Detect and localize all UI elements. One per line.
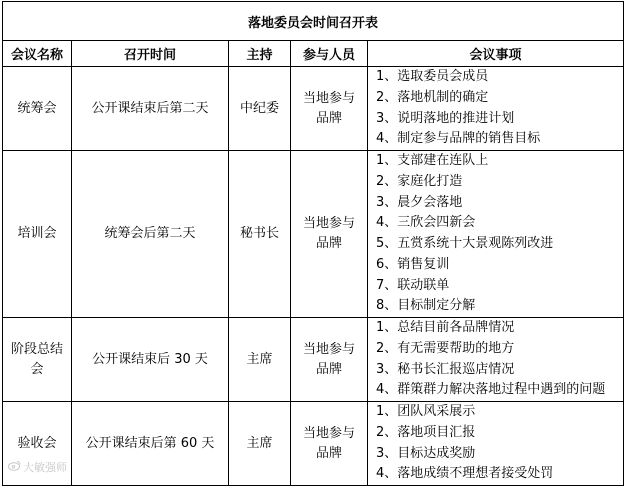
agenda-cell — [368, 151, 624, 318]
header-participants: 参与人员 — [291, 41, 368, 67]
header-row — [3, 41, 624, 67]
agenda-item: 3、晨夕会落地 — [376, 194, 463, 210]
meeting-time: 统筹会后第二天 — [72, 151, 229, 318]
agenda-item: 3、秘书长汇报巡店情况 — [376, 361, 515, 377]
watermark — [8, 459, 67, 475]
meeting-time: 公开课结束后第二天 — [72, 67, 229, 151]
agenda-item: 1、团队风采展示 — [376, 404, 476, 419]
meeting-schedule-table — [2, 1, 624, 486]
meeting-name: 阶段总结会 — [3, 318, 72, 402]
header-meeting-name: 会议名称 — [3, 41, 72, 67]
meeting-host: 秘书长 — [229, 151, 291, 318]
meeting-name: 验收会 — [3, 402, 72, 486]
header-host: 主持 — [229, 41, 291, 67]
agenda-item: 2、落地项目汇报 — [376, 424, 476, 440]
agenda-item: 4、群策群力解决落地过程中遇到的问题 — [376, 382, 606, 398]
agenda-item: 2、落地机制的确定 — [376, 89, 489, 105]
agenda-item: 3、说明落地的推进计划 — [376, 110, 515, 126]
table-row — [3, 402, 624, 486]
agenda-cell — [368, 318, 624, 402]
agenda-cell — [368, 67, 624, 151]
meeting-participants: 当地参与品牌 — [291, 151, 368, 318]
agenda-item: 2、有无需要帮助的地方 — [376, 340, 515, 356]
agenda-cell — [368, 402, 624, 486]
weibo-icon — [8, 460, 21, 474]
watermark-text: 大敏强师 — [23, 461, 67, 474]
header-agenda: 会议事项 — [368, 41, 624, 67]
table-row — [3, 67, 624, 151]
agenda-item: 1、选取委员会成员 — [376, 69, 489, 84]
meeting-time: 公开课结束后 30 天 — [72, 318, 229, 402]
meeting-host: 主席 — [229, 318, 291, 402]
agenda-item: 4、三欣会四新会 — [376, 215, 476, 231]
agenda-item: 4、落地成绩不理想者接受处罚 — [376, 466, 554, 482]
header-time: 召开时间 — [72, 41, 229, 67]
meeting-time: 公开课结束后第 60 天 — [72, 402, 229, 486]
agenda-item: 4、制定参与品牌的销售目标 — [376, 131, 541, 147]
agenda-item: 2、家庭化打造 — [376, 173, 463, 189]
meeting-participants: 当地参与品牌 — [291, 67, 368, 151]
table-row — [3, 318, 624, 402]
agenda-item: 3、目标达成奖励 — [376, 445, 476, 461]
table-title: 落地委员会时间召开表 — [3, 2, 624, 41]
agenda-item: 5、五赏系统十大景观陈列改进 — [376, 236, 554, 251]
meeting-participants: 当地参与品牌 — [291, 318, 368, 402]
meeting-name: 统筹会 — [3, 67, 72, 151]
meeting-host: 主席 — [229, 402, 291, 486]
meeting-participants: 当地参与品牌 — [291, 402, 368, 486]
meeting-host: 中纪委 — [229, 67, 291, 151]
agenda-item: 7、联动联单 — [376, 277, 450, 293]
agenda-item: 1、总结目前各品牌情况 — [376, 320, 515, 335]
agenda-item: 6、销售复训 — [376, 256, 450, 272]
meeting-name: 培训会 — [3, 151, 72, 318]
agenda-item: 8、目标制定分解 — [376, 298, 476, 314]
table-row — [3, 151, 624, 318]
agenda-item: 1、支部建在连队上 — [376, 153, 489, 168]
